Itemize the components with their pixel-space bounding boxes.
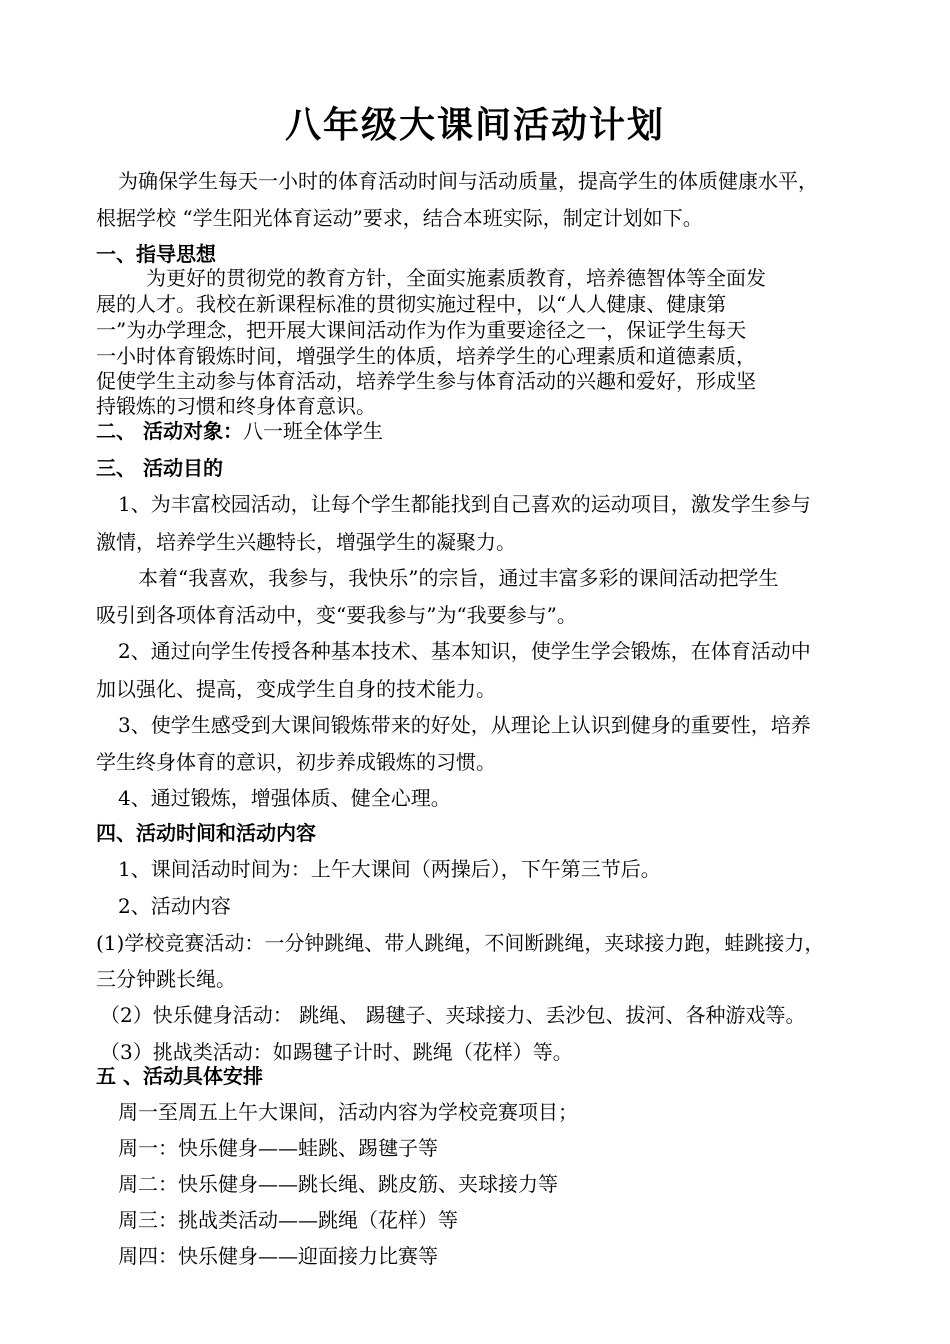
- paragraph-line: 2、活动内容: [118, 894, 231, 918]
- section-heading-1: 一、指导思想: [96, 242, 216, 266]
- paragraph-line: 展的人才。我校在新课程标准的贯彻实施过程中，以“人人健康、健康第: [96, 292, 727, 316]
- section-heading-5: 五 、活动具体安排: [96, 1064, 263, 1088]
- paragraph-line: 1、课间活动时间为：上午大课间（两操后），下午第三节后。: [118, 857, 661, 881]
- paragraph-line: 本着“我喜欢，我参与，我快乐”的宗旨，通过丰富多彩的课间活动把学生: [138, 566, 779, 590]
- section-heading-2-label: 二、 活动对象：: [96, 419, 243, 443]
- paragraph-line: 学生终身体育的意识，初步养成锻炼的习惯。: [96, 750, 496, 774]
- paragraph-line: 促使学生主动参与体育活动，培养学生参与体育活动的兴趣和爱好，形成坚: [96, 369, 756, 393]
- paragraph-line: 三分钟跳长绳。: [96, 967, 236, 991]
- paragraph-line: 持锻炼的习惯和终身体育意识。: [96, 394, 376, 418]
- activity-target: 八一班全体学生: [242, 419, 383, 443]
- paragraph-line: 一”为办学理念，把开展大课间活动作为作为重要途径之一，保证学生每天: [96, 318, 747, 342]
- intro-line-2: 根据学校 “学生阳光体育运动”要求，结合本班实际，制定计划如下。: [96, 206, 703, 230]
- paragraph-line: 为更好的贯彻党的教育方针，全面实施素质教育，培养德智体等全面发: [146, 266, 766, 290]
- paragraph-line: 周三：挑战类活动——跳绳（花样）等: [118, 1208, 458, 1232]
- paragraph-line: 2、通过向学生传授各种基本技术、基本知识，使学生学会锻炼，在体育活动中: [118, 639, 811, 663]
- paragraph-line: 激情，培养学生兴趣特长，增强学生的凝聚力。: [96, 530, 516, 554]
- section-heading-4: 四、活动时间和活动内容: [96, 821, 316, 845]
- paragraph-line: 加以强化、提高，变成学生自身的技术能力。: [96, 677, 496, 701]
- paragraph-line: 周一：快乐健身——蛙跳、踢毽子等: [118, 1136, 438, 1160]
- paragraph-line: 周四：快乐健身——迎面接力比赛等: [118, 1244, 438, 1268]
- paragraph-line: 吸引到各项体育活动中，变“要我参与”为“我要参与”。: [96, 603, 577, 627]
- paragraph-line: 一小时体育锻炼时间，增强学生的体质，培养学生的心理素质和道德素质，: [96, 344, 756, 368]
- paragraph-line: 3、使学生感受到大课间锻炼带来的好处，从理论上认识到健身的重要性，培养: [118, 713, 811, 737]
- document-title: 八年级大课间活动计划: [284, 104, 665, 146]
- paragraph-line: 4、通过锻炼，增强体质、健全心理。: [118, 786, 451, 810]
- paragraph-line: （3）挑战类活动：如踢毽子计时、跳绳（花样）等。: [100, 1040, 573, 1064]
- paragraph-line: 周一至周五上午大课间，活动内容为学校竞赛项目；: [118, 1100, 578, 1124]
- paragraph-line: 1、为丰富校园活动，让每个学生都能找到自己喜欢的运动项目，激发学生参与: [118, 492, 811, 516]
- paragraph-line: (1)学校竞赛活动：一分钟跳绳、带人跳绳，不间断跳绳，夹球接力跑，蛙跳接力，: [96, 931, 825, 955]
- section-heading-3: 三、 活动目的: [96, 456, 223, 480]
- section-heading-2: [96, 418, 383, 444]
- paragraph-line: （2）快乐健身活动： 跳绳、 踢毽子、夹球接力、丢沙包、拔河、各种游戏等。: [100, 1003, 806, 1027]
- paragraph-line: 周二：快乐健身——跳长绳、跳皮筋、夹球接力等: [118, 1172, 558, 1196]
- intro-line-1: 为确保学生每天一小时的体育活动时间与活动质量，提高学生的体质健康水平，: [118, 169, 818, 193]
